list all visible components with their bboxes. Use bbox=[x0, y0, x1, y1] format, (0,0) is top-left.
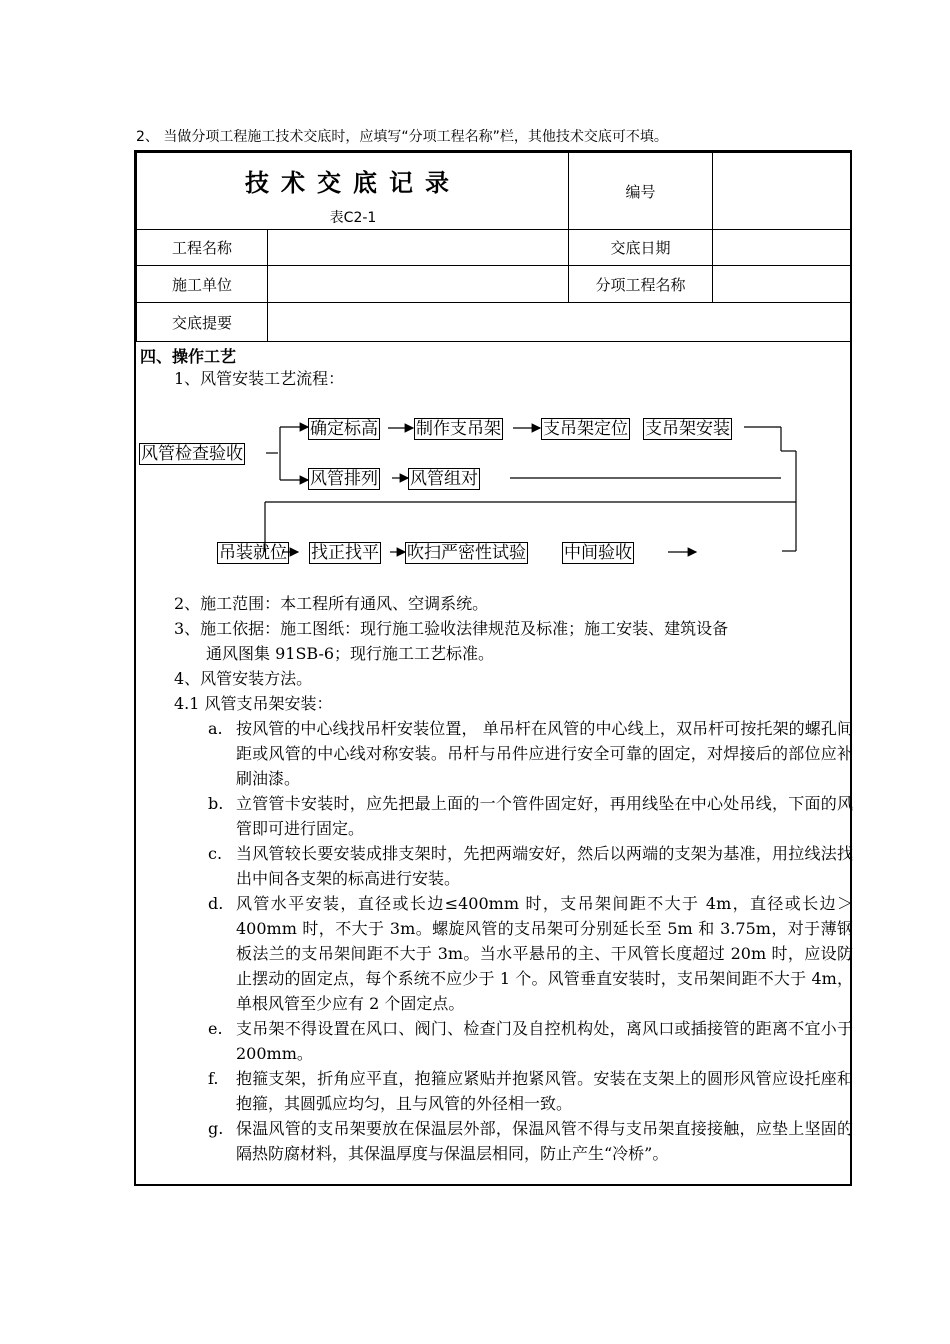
number-field[interactable] bbox=[712, 152, 852, 230]
scope-paragraph: 2、施工范围：本工程所有通风、空调系统。 bbox=[174, 594, 489, 613]
form-title: 技术交底记录 bbox=[245, 169, 461, 197]
list-item bbox=[208, 891, 853, 1016]
basis-paragraph-line1: 3、施工依据：施工图纸：现行施工验收法律规范及标准；施工安装、建筑设备 bbox=[174, 619, 729, 638]
summary-label: 交底提要 bbox=[136, 302, 268, 342]
date-field[interactable] bbox=[712, 229, 852, 266]
flow-step-top-3: 支吊架定位 bbox=[543, 419, 628, 439]
project-name-field[interactable] bbox=[267, 229, 569, 266]
list-item bbox=[208, 716, 853, 791]
list-item-label: e. bbox=[208, 1019, 223, 1038]
unit-label: 施工单位 bbox=[136, 265, 268, 303]
subitem-field[interactable] bbox=[712, 265, 852, 303]
flow-step-bottom-1: 吊装就位 bbox=[219, 543, 287, 563]
filling-note: 2、 当做分项工程施工技术交底时，应填写“分项工程名称”栏，其他技术交底可不填。 bbox=[136, 129, 668, 145]
list-item-label: b. bbox=[208, 794, 224, 813]
flow-step-mid-1: 风管排列 bbox=[310, 469, 378, 489]
subitem-label: 分项工程名称 bbox=[568, 265, 713, 303]
list-item-label: d. bbox=[208, 894, 224, 913]
section-title: 四、操作工艺 bbox=[140, 347, 237, 366]
list-item-label: a. bbox=[208, 719, 223, 738]
list-item-label: g. bbox=[208, 1119, 224, 1138]
unit-field[interactable] bbox=[267, 265, 569, 303]
list-item-text: 风管水平安装，直径或长边≤400mm 时，支吊架间距不大于 4m，直径或长边＞400mm 时，不大于 3m。螺旋风管的支吊架可分别延长至 5m 和 3.75m，对于薄钢板法兰的支吊架间距不大于 3m。当水平悬吊的主、干风管长度超过 20m 时，应设防止摆动的固定点，每个系统不应少于 1 个。风管垂直安装时，支吊架间距不大于 4m，单根风管至少应有 2 个固定点。 bbox=[236, 894, 853, 1013]
flow-step-bottom-2: 找正找平 bbox=[311, 543, 379, 563]
number-label: 编号 bbox=[568, 152, 713, 230]
list-item bbox=[208, 1066, 853, 1116]
flow-step-start: 风管检查验收 bbox=[141, 444, 243, 464]
flow-step-bottom-4: 中间验收 bbox=[564, 543, 632, 563]
list-item-text: 立管管卡安装时，应先把最上面的一个管件固定好，再用线坠在中心处吊线，下面的风管即可进行固定。 bbox=[236, 794, 853, 838]
date-label: 交底日期 bbox=[568, 229, 713, 266]
flow-title: 1、风管安装工艺流程： bbox=[174, 369, 345, 388]
flow-step-top-4: 支吊架安装 bbox=[645, 419, 730, 439]
list-item-text: 当风管较长要安装成排支架时，先把两端安好，然后以两端的支架为基准，用拉线法找出中间各支架的标高进行安装。 bbox=[236, 844, 853, 888]
project-name-label: 工程名称 bbox=[136, 229, 268, 266]
list-item-label: f. bbox=[208, 1069, 219, 1088]
list-item bbox=[208, 791, 853, 841]
list-item bbox=[208, 841, 853, 891]
list-item bbox=[208, 1016, 853, 1066]
flow-step-top-2: 制作支吊架 bbox=[416, 419, 501, 439]
title-cell bbox=[136, 152, 569, 230]
list-item-text: 抱箍支架，折角应平直，抱箍应紧贴并抱紧风管。安装在支架上的圆形风管应设托座和抱箍，其圆弧应均匀，且与风管的外径相一致。 bbox=[236, 1069, 853, 1113]
summary-field[interactable] bbox=[267, 302, 852, 342]
flow-step-top-1: 确定标高 bbox=[310, 419, 378, 439]
basis-paragraph-line2: 通风图集 91SB-6；现行施工工艺标准。 bbox=[206, 644, 495, 663]
list-item-text: 支吊架不得设置在风口、阀门、检查门及自控机构处，离风口或插接管的距离不宜小于 200mm。 bbox=[236, 1019, 853, 1063]
list-item bbox=[208, 1116, 853, 1166]
flow-step-mid-2: 风管组对 bbox=[410, 469, 478, 489]
method-paragraph: 4、风管安装方法。 bbox=[174, 669, 313, 688]
flow-step-bottom-3: 吹扫严密性试验 bbox=[407, 543, 526, 563]
list-item-text: 按风管的中心线找吊杆安装位置， 单吊杆在风管的中心线上，双吊杆可按托架的螺孔间距或风管的中心线对称安装。吊杆与吊件应进行安全可靠的固定，对焊接后的部位应补刷油漆。 bbox=[236, 719, 853, 788]
subsection-title: 4.1 风管支吊架安装： bbox=[174, 694, 333, 713]
list-item-label: c. bbox=[208, 844, 223, 863]
form-code: 表C2-1 bbox=[329, 210, 377, 226]
list-item-text: 保温风管的支吊架要放在保温层外部，保温风管不得与支吊架直接接触，应垫上坚固的隔热防腐材料，其保温厚度与保温层相同，防止产生“冷桥”。 bbox=[236, 1119, 853, 1163]
